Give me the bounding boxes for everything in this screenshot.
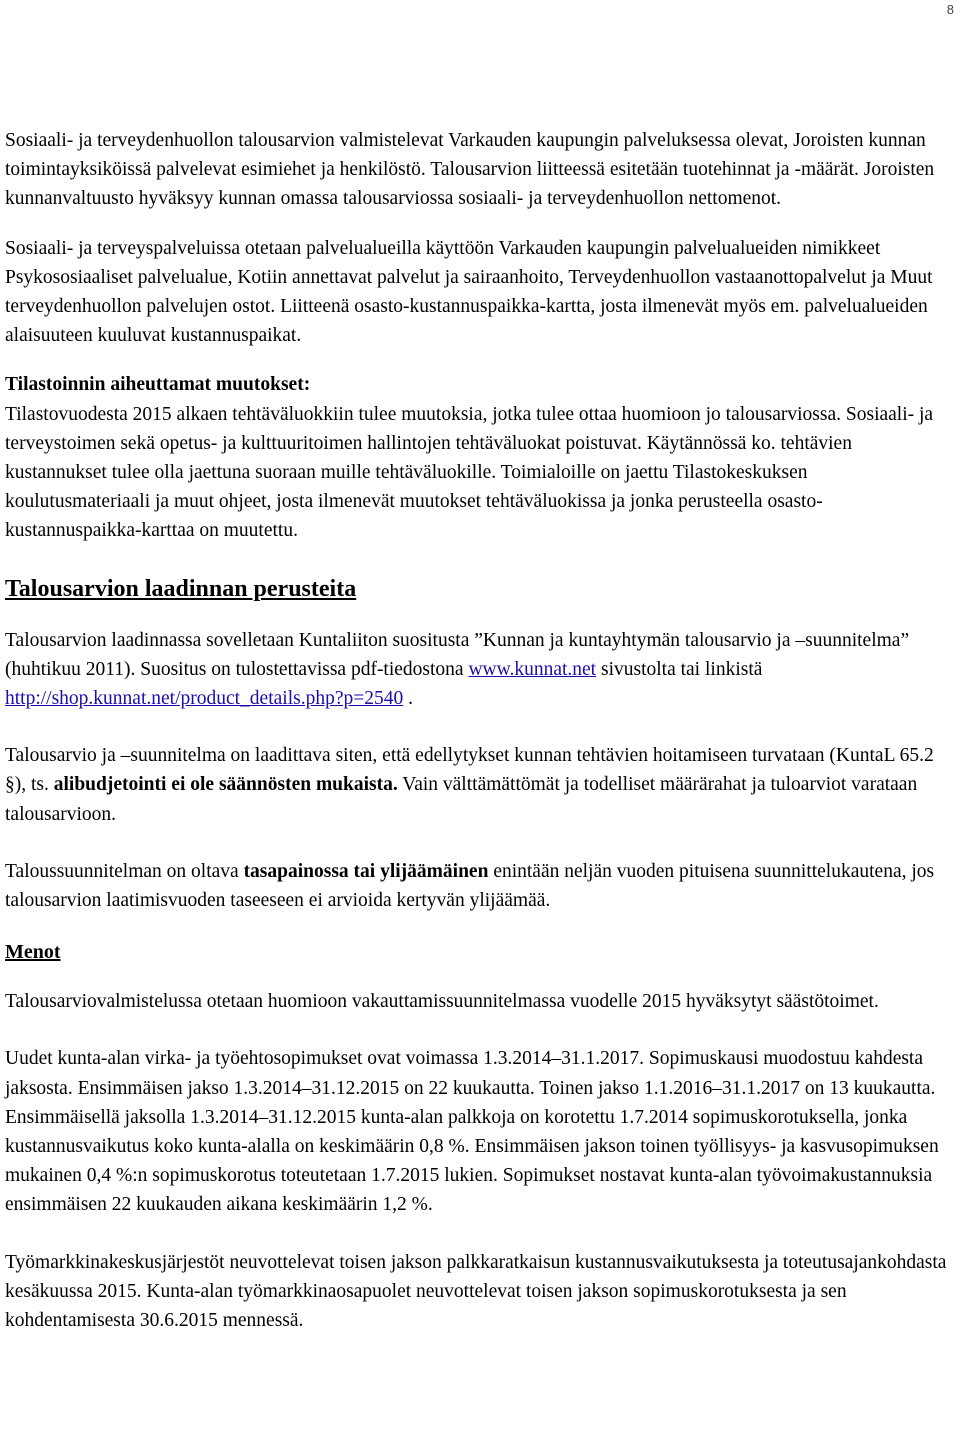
recommendation-text-1: Talousarvion laadinnassa sovelletaan Kuntaliiton suositusta ”Kunnan ja kuntayhtymän talousarvio ja –suunnitelma” (huhtikuu 2011). Suositus on tulostettavissa pdf-tiedostona	[5, 629, 910, 680]
section-title: Talousarvion laadinnan perusteita	[5, 575, 357, 602]
paragraph-savings: Talousarviovalmistelussa otetaan huomioon vakauttamissuunnitelmassa vuodelle 2015 hyväksytyt säästötoimet.	[5, 991, 879, 1013]
recommendation-text-3: .	[403, 688, 413, 710]
menot-heading: Menot	[5, 941, 61, 964]
requirements-emphasis: alibudjetointi ei ole säännösten mukaista.	[53, 774, 398, 796]
balance-text-2: enintään neljän vuoden pituisena suunnittelukautena, jos talousarvion laatimisvuoden taseeseen ei arvioida kertyvän ylijäämää.	[5, 860, 935, 912]
statistics-changes-heading: Tilastoinnin aiheuttamat muutokset:	[5, 374, 311, 396]
paragraph-financial-balance	[5, 857, 954, 915]
kunnat-link[interactable]: www.kunnat.net	[468, 658, 597, 680]
paragraph-labour-negotiations: Työmarkkinakeskusjärjestöt neuvottelevat toisen jakson palkkaratkaisun kustannusvaikutuksesta ja toteutusajankohdasta kesäkuussa 2015. Kunta-alan työmarkkinaosapuolet neuvottelevat toisen jakson sopimuskorotuksesta ja sen kohdentamisesta 30.6.2015 mennessä.	[5, 1251, 947, 1332]
paragraph-recommendation	[5, 626, 954, 714]
page-number: 8	[946, 2, 954, 17]
paragraph-budget-preparation: Sosiaali- ja terveydenhuollon talousarvion valmistelevat Varkauden kaupungin palveluksessa olevat, Joroisten kunnan toimintayksiköissä palvelevat esimiehet ja henkilöstö. Talousarvion liitteessä esitetään tuotehinnat ja -määrät. Joroisten kunnanvaltuusto hyväksyy kunnan omassa talousarviossa sosiaali- ja terveydenhuollon nettomenot.	[5, 130, 935, 210]
paragraph-statistics-changes: Tilastovuodesta 2015 alkaen tehtäväluokkiin tulee muutoksia, jotka tulee ottaa huomioon jo talousarviossa. Sosiaali- ja terveystoimen sekä opetus- ja kulttuuritoimen hallintojen tehtäväluokat poistuvat. Käytännössä ko. tehtävien kustannukset tulee olla jaettuna suoraan muille tehtäväluokille. Toimialoille on jaettu Tilastokeskuksen koulutusmateriaali ja muut ohjeet, josta ilmenevät muutokset tehtäväluokissa ja jonka perusteella osasto-kustannuspaikka-karttaa on muutettu.	[5, 403, 934, 542]
requirements-text-1: Talousarvio ja –suunnitelma on laadittava siten, että edellytykset kunnan tehtävien hoitamiseen turvataan (KuntaL 65.2 §), ts.	[5, 745, 934, 796]
requirements-text-2: Vain välttämättömät ja todelliset määrärahat ja tuloarviot varataan talousarvioon.	[5, 774, 918, 825]
paragraph-service-areas: Sosiaali- ja terveyspalveluissa otetaan palvelualueilla käyttöön Varkauden kaupungin palvelualueiden nimikkeet Psykososiaaliset palvelualue, Kotiin annettavat palvelut ja sairaanhoito, Terveydenhuollon vastaanottopalvelut ja Muut terveydenhuollon palvelujen ostot. Liitteenä osasto-kustannuspaikka-kartta, josta ilmenevät myös em. palvelualueiden alaisuuteen kuuluvat kustannuspaikat.	[5, 237, 933, 347]
paragraph-budget-requirements	[5, 741, 954, 829]
paragraph-collective-agreements: Uudet kunta-alan virka- ja työehtosopimukset ovat voimassa 1.3.2014–31.1.2017. Sopimuskausi muodostuu kahdesta jaksosta. Ensimmäisen jakso 1.3.2014–31.12.2015 on 22 kuukautta. Toinen jakso 1.1.2016–31.1.2017 on 13 kuukautta. Ensimmäisellä jaksolla 1.3.2014–31.12.2015 kunta-alan palkkoja on korotettu 1.7.2014 sopimuskorotuksella, jonka kustannusvaikutus koko kunta-alalla on keskimäärin 0,8 %. Ensimmäisen jakson toinen työllisyys- ja kasvusopimuksen mukainen 0,4 %:n sopimuskorotus toteutetaan 1.7.2015 lukien. Sopimukset nostavat kunta-alan työvoimakustannuksia ensimmäisen 22 kuukauden aikana keskimäärin 1,2 %.	[5, 1048, 939, 1216]
recommendation-text-2: sivustolta tai linkistä	[596, 658, 763, 680]
document-body	[5, 126, 954, 1335]
shop-kunnat-link[interactable]: http://shop.kunnat.net/product_details.php?p=2540	[5, 688, 404, 710]
balance-emphasis: tasapainossa tai ylijäämäinen	[243, 860, 489, 882]
balance-text-1: Taloussuunnitelman on oltava	[5, 860, 244, 882]
